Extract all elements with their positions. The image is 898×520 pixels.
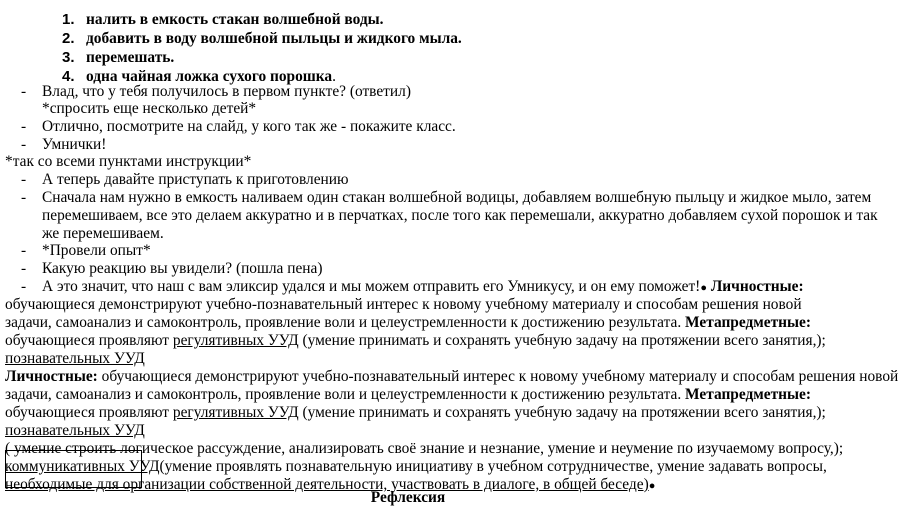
dialog-text: же перемешиваем. — [42, 225, 164, 242]
meta-heading: Метапредметные: — [685, 386, 811, 403]
bullet-icon: ● — [700, 282, 707, 294]
reflection-heading: Рефлексия — [370, 489, 446, 506]
dash-marker: - — [21, 171, 27, 188]
cognitive-link: познавательных УУД — [5, 422, 145, 439]
paragraph-line — [5, 421, 811, 440]
meta-heading: Метапредметные: — [685, 314, 811, 331]
paragraph-line: ( умение строить логическое рассуждение, анализировать своё знание и незнание, умение и неумение по изучаемому вопросу,); — [5, 440, 844, 457]
personal-heading: Личностные: — [5, 368, 98, 385]
dialog-text: Влад, что у тебя получилось в первом пункте? (ответил) — [42, 83, 411, 100]
dialog-text: *так со всеми пунктами инструкции* — [5, 153, 252, 170]
cognitive-link: познавательных УУД — [5, 350, 145, 367]
personal-heading: Личностные: — [710, 278, 804, 295]
list-number: 3. — [62, 49, 75, 66]
dialog-text: Отлично, посмотрите на слайд, у кого так же - покажите класс. — [42, 118, 456, 135]
paragraph-line: обучающиеся проявляют регулятивных УУД (умение принимать и сохранять учебную задачу на протяжении всего занятия,); — [5, 404, 826, 421]
empty-frame — [5, 450, 142, 488]
list-number: 2. — [62, 30, 75, 47]
list-text: перемешать. — [86, 49, 175, 66]
dialog-text: Какую реакцию вы увидели? (пошла пена) — [42, 260, 323, 277]
dash-marker: - — [21, 189, 27, 206]
dialog-text: *Провели опыт* — [42, 242, 151, 259]
paragraph-line: обучающиеся проявляют регулятивных УУД (умение принимать и сохранять учебную задачу на протяжении всего занятия,); — [5, 332, 826, 349]
list-number: 1. — [62, 11, 75, 28]
dialog-text: перемешиваем, все это делаем аккуратно и в перчатках, после того как перемешали, аккуратно добавляем сухой порошок и так — [42, 207, 878, 224]
paragraph-line: коммуникативных УУД(умение проявлять познавательную инициативу в учебном сотрудничестве, умение задавать вопросы, — [5, 458, 827, 475]
dash-marker: - — [21, 242, 27, 259]
paragraph-line: Личностные: обучающиеся демонстрируют учебно-познавательный интерес к новому учебному материалу и способам решения новой — [5, 368, 898, 385]
paragraph-line: задачи, самоанализ и самоконтроль, проявление воли и целеустремленности к достижению результата. Метапредметные: — [5, 386, 811, 403]
dash-marker: - — [21, 278, 27, 295]
paragraph-line: необходимые для организации собственной деятельности, участвовать в диалоге, в общей беседе)● — [5, 476, 656, 493]
communicative-link: коммуникативных УУД — [5, 458, 160, 475]
paragraph-line: обучающиеся демонстрируют учебно-познавательный интерес к новому учебному материалу и способам решения новой — [5, 296, 802, 313]
paragraph-line: задачи, самоанализ и самоконтроль, проявление воли и целеустремленности к достижению результата. Метапредметные: — [5, 314, 811, 331]
list-text: налить в емкость стакан волшебной воды. — [86, 11, 384, 28]
list-text: одна чайная ложка сухого порошка. — [86, 68, 336, 85]
dialog-text: А это значит, что наш с вам эликсир удался и мы можем отправить его Умникусу, и он ему поможет!● Личностные: — [42, 278, 804, 295]
dash-marker: - — [21, 83, 27, 100]
dash-marker: - — [21, 118, 27, 135]
regulative-link: регулятивных УУД — [172, 332, 299, 349]
dialog-text: А теперь давайте приступать к приготовлению — [42, 171, 349, 188]
paragraph-line — [5, 349, 811, 368]
dialog-text: Сначала нам нужно в емкость наливаем один стакан волшебной водицы, добавляем волшебную пыльцу и жидкое мыло, затем — [42, 189, 872, 206]
dash-marker: - — [21, 260, 27, 277]
dialog-text: *спросить еще несколько детей* — [42, 100, 257, 117]
list-number: 4. — [62, 68, 75, 85]
dash-marker: - — [21, 136, 27, 153]
regulative-link: регулятивных УУД — [172, 404, 299, 421]
dialog-text: Умнички! — [42, 136, 107, 153]
bullet-icon: ● — [648, 480, 656, 492]
list-text: добавить в воду волшебной пыльцы и жидкого мыла. — [86, 30, 462, 47]
